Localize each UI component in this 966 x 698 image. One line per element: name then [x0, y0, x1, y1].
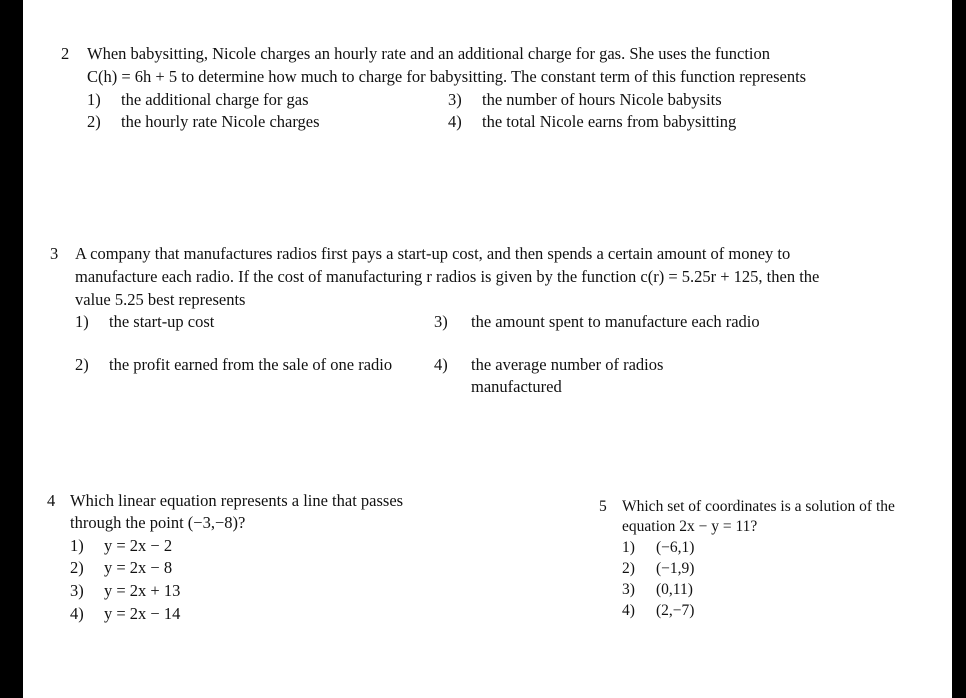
answer-choice[interactable]: 3) y = 2x + 13 [70, 581, 181, 600]
question-number: 2 [61, 44, 70, 63]
question-stem-line: A company that manufactures radios first pays a start-up cost, and then spends a certain amount of money to [75, 244, 791, 263]
answer-choice[interactable]: 4) the total Nicole earns from babysitting [448, 112, 737, 131]
question-number: 5 [599, 498, 607, 515]
question-stem-line: When babysitting, Nicole charges an hourly rate and an additional charge for gas. She uses the function [87, 44, 771, 63]
answer-choice[interactable]: 1) y = 2x − 2 [70, 536, 173, 555]
question-stem-line: C(h) = 6h + 5 to determine how much to charge for babysitting. The constant term of this function represents [87, 67, 807, 86]
answer-choice[interactable]: 1) the additional charge for gas [87, 90, 309, 109]
worksheet-page [23, 0, 952, 698]
answer-choice[interactable]: 3) the number of hours Nicole babysits [448, 90, 722, 109]
answer-choice[interactable]: 2) the profit earned from the sale of one radio [75, 355, 393, 374]
answer-choice[interactable]: 3) (0,11) [622, 581, 693, 598]
answer-choice[interactable]: 4) (2,−7) [622, 602, 695, 619]
question-number: 4 [47, 491, 56, 510]
answer-choice[interactable]: 3) the amount spent to manufacture each radio [434, 312, 760, 331]
answer-choice[interactable]: 2) the hourly rate Nicole charges [87, 112, 320, 131]
answer-choice[interactable]: 4) y = 2x − 14 [70, 604, 181, 623]
question-stem-line: Which set of coordinates is a solution of the [622, 498, 895, 515]
answer-choice[interactable]: 4) the average number of radios manufactured [434, 355, 664, 396]
question-stem-line: Which linear equation represents a line that passes [70, 491, 404, 510]
question-stem-line: value 5.25 best represents [75, 290, 246, 309]
answer-choice[interactable]: 2) (−1,9) [622, 560, 695, 577]
question-stem-line: manufacture each radio. If the cost of manufacturing r radios is given by the function c(r) = 5.25r + 125, then the [75, 267, 820, 286]
question-stem-line: through the point (−3,−8)? [70, 513, 246, 532]
question-number: 3 [50, 244, 59, 263]
question-stem-line: equation 2x − y = 11? [622, 518, 758, 535]
answer-choice[interactable]: 1) the start-up cost [75, 312, 215, 331]
answer-choice[interactable]: 2) y = 2x − 8 [70, 558, 173, 577]
answer-choice[interactable]: 1) (−6,1) [622, 539, 695, 556]
